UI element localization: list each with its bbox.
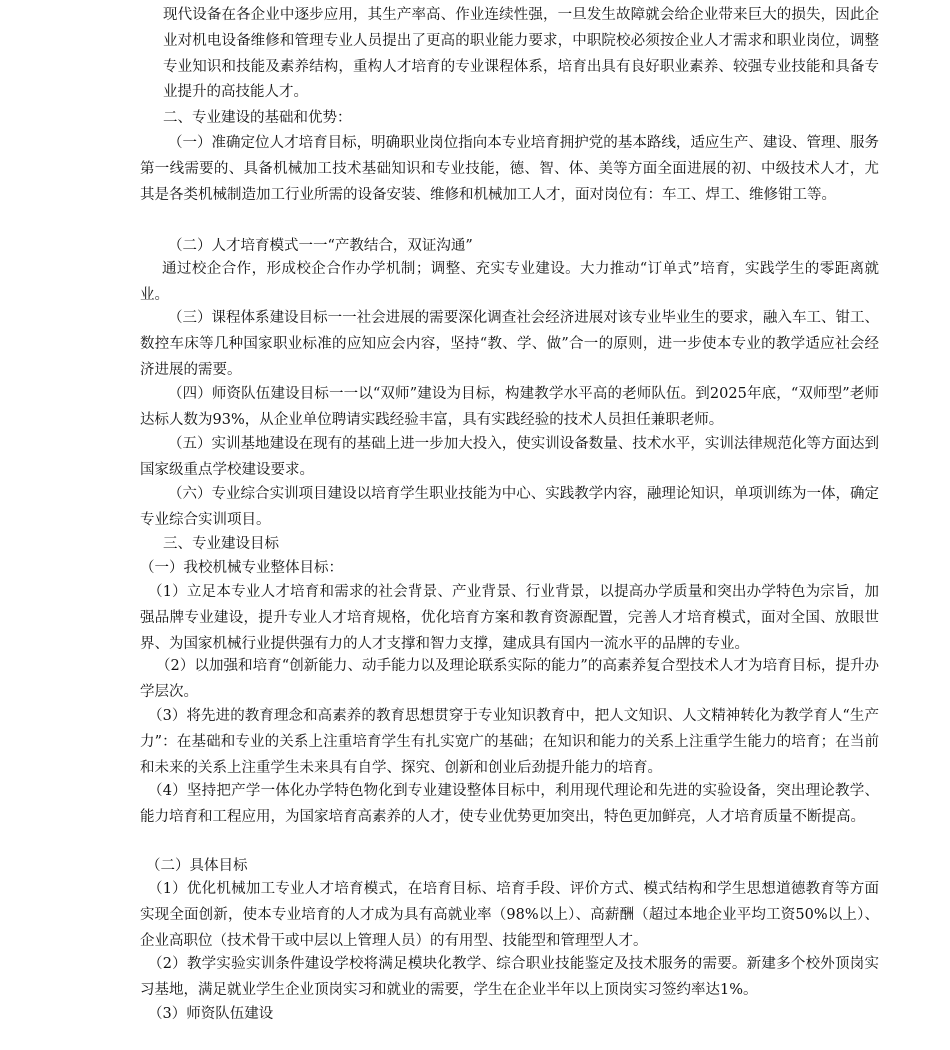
paragraph-faculty-target: （四）师资队伍建设目标一一以“双师”建设为目标，构建教学水平高的老师队伍。到2025年底，“双师型”老师达标人数为93%，从企业单位聘请实践经验丰富，具有实践经验的技术人员担任兼职老师。 — [140, 386, 879, 428]
paragraph-talent-target: （一）准确定位人才培育目标，明确职业岗位指向本专业培育拥护党的基本路线，适应生产、建设、管理、服务第一线需要的、具备机械加工技术基础知识和专业技能，德、智、体、美等方面全面进展的初、中级技术人才，尤其是各类机械制造加工行业所需的设备安装、维修和机械加工人才，面对岗位有：车工、焊工、维修钳工等。 — [140, 135, 879, 203]
paragraph-school-enterprise: 通过校企合作，形成校企合作办学机制；调整、充实专业建设。大力推动“订单式”培育，实践学生的零距离就业。 — [140, 261, 879, 303]
section-heading-foundation: 二、专业建设的基础和优势： — [163, 110, 352, 126]
intro-paragraph: 现代设备在各企业中逐步应用，其生产率高、作业连续性强，一旦发生故障就会给企业带来巨大的损失，因此企业对机电设备维修和管理专业人员提出了更高的职业能力要求，中职院校必须按企业人才需求和职业岗位，调整专业知识和技能及素养结构，重构人才培育的专业课程体系，培育出具有良好职业素养、较强专业技能和具备专业提升的高技能人才。 — [163, 7, 879, 101]
subheading-training-mode: （二）人才培育模式一一“产教结合，双证沟通” — [168, 238, 473, 254]
subheading-overall-goals: （一）我校机械专业整体目标： — [140, 560, 343, 576]
paragraph-overall-goal-3: （3）将先进的教育理念和高素养的教育思想贯穿于专业知识教育中，把人文知识、人文精神转化为教学育人“生产力”：在基础和专业的关系上注重培育学生有扎实宽广的基础；在知识和能力的关系上注重学生能力的培育；在当前和未来的关系上注重学生未来具有自学、探究、创新和创业后劲提升能力的培育。 — [140, 708, 879, 776]
subheading-faculty-building: （3）师资队伍建设 — [148, 1006, 274, 1022]
paragraph-training-base: （五）实训基地建设在现有的基础上进一步加大投入，使实训设备数量、技术水平，实训法律规范化等方面达到国家级重点学校建设要求。 — [140, 436, 879, 478]
paragraph-overall-goal-1: （1）立足本专业人才培育和需求的社会背景、产业背景、行业背景，以提高办学质量和突出办学特色为宗旨，加强品牌专业建设，提升专业人才培育规格，优化培育方案和教育资源配置，完善人才培育模式，面对全国、放眼世界、为国家机械行业提供强有力的人才支撑和智力支撑，建成具有国内一流水平的品牌的专业。 — [140, 584, 879, 652]
paragraph-specific-goal-1: （1）优化机械加工专业人才培育模式，在培育目标、培育手段、评价方式、模式结构和学生思想道德教育等方面实现全面创新，使本专业培育的人才成为具有高就业率（98%以上）、高薪酬（超过本地企业平均工资50%以上）、企业高职位（技术骨干或中层以上管理人员）的有用型、技能型和管理型人才。 — [140, 881, 879, 949]
paragraph-comprehensive-training: （六）专业综合实训项目建设以培育学生职业技能为中心、实践教学内容，融理论知识，单项训练为一体，确定专业综合实训项目。 — [140, 486, 879, 528]
paragraph-overall-goal-2: （2）以加强和培育“创新能力、动手能力以及理论联系实际的能力”的高素养复合型技术人才为培育目标，提升办学层次。 — [140, 658, 879, 700]
paragraph-curriculum-target: （三）课程体系建设目标一一社会进展的需要深化调查社会经济进展对该专业毕业生的要求，融入车工、钳工、数控车床等几种国家职业标准的应知应会内容，坚持“教、学、做”合一的原则，进一步使本专业的教学适应社会经济进展的需要。 — [140, 310, 879, 378]
subheading-specific-goals: （二）具体目标 — [146, 858, 248, 874]
section-heading-goals: 三、专业建设目标 — [163, 536, 279, 552]
paragraph-specific-goal-2: （2）教学实验实训条件建设学校将满足模块化教学、综合职业技能鉴定及技术服务的需要。新建多个校外顶岗实习基地，满足就业学生企业顶岗实习和就业的需要，学生在企业半年以上顶岗实习签约率达1%。 — [140, 956, 879, 998]
paragraph-overall-goal-4: （4）坚持把产学一体化办学特色物化到专业建设整体目标中，利用现代理论和先进的实验设备，突出理论教学、能力培育和工程应用，为国家培育高素养的人才，使专业优势更加突出，特色更加鲜亮，人才培育质量不断提高。 — [140, 783, 879, 825]
